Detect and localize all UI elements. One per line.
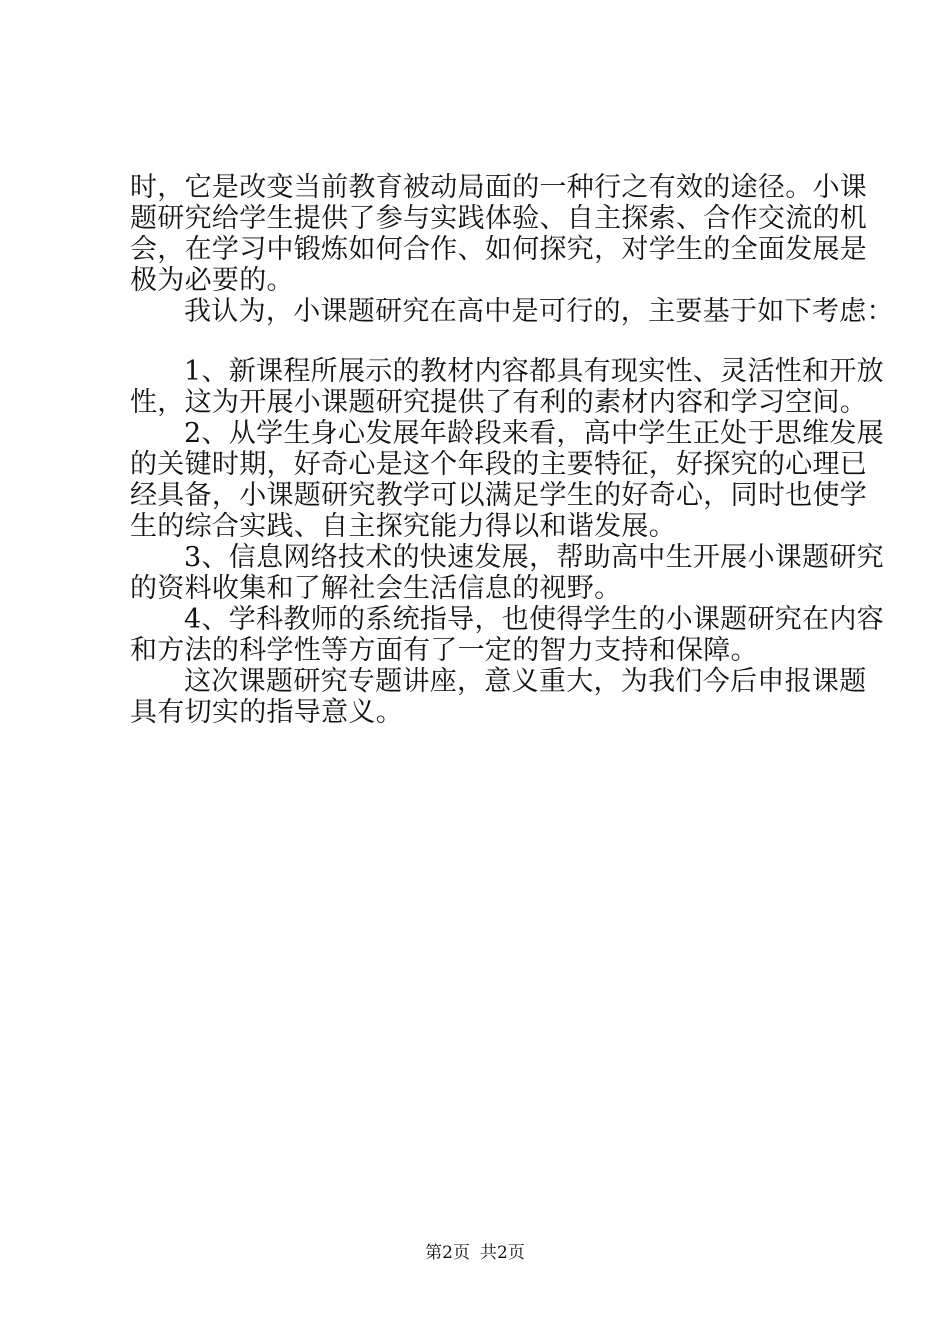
body-line: 3、信息网络技术的快速发展，帮助高中生开展小课题研究 [184, 542, 884, 573]
page-total: 共2页 [480, 1243, 525, 1263]
body-line: 会，在学习中锻炼如何合作、如何探究，对学生的全面发展是 [130, 234, 868, 265]
body-line: 具有切实的指导意义。 [130, 697, 403, 728]
body-line: 时，它是改变当前教育被动局面的一种行之有效的途径。小课 [130, 172, 868, 203]
body-line: 性，这为开展小课题研究提供了有利的素材内容和学习空间。 [130, 387, 868, 418]
body-line: 我认为，小课题研究在高中是可行的，主要基于如下考虑： [184, 296, 894, 327]
body-line: 经具备，小课题研究教学可以满足学生的好奇心，同时也使学 [130, 480, 868, 511]
page-footer [0, 1243, 950, 1263]
page-number: 第2页 [425, 1243, 470, 1263]
body-line: 的关键时期，好奇心是这个年段的主要特征，好探究的心理已 [130, 449, 868, 480]
body-line: 这次课题研究专题讲座，意义重大，为我们今后申报课题 [184, 666, 867, 697]
body-line: 1、新课程所展示的教材内容都具有现实性、灵活性和开放 [184, 356, 884, 387]
body-line: 2、从学生身心发展年龄段来看，高中学生正处于思维发展 [184, 418, 884, 449]
document-body [130, 172, 894, 728]
body-line: 极为必要的。 [130, 265, 294, 296]
body-line: 生的综合实践、自主探究能力得以和谐发展。 [130, 511, 676, 542]
body-line: 4、学科教师的系统指导，也使得学生的小课题研究在内容 [184, 604, 884, 635]
body-line: 的资料收集和了解社会生活信息的视野。 [130, 573, 622, 604]
body-line: 和方法的科学性等方面有了一定的智力支持和保障。 [130, 635, 758, 666]
body-line: 题研究给学生提供了参与实践体验、自主探索、合作交流的机 [130, 203, 868, 234]
